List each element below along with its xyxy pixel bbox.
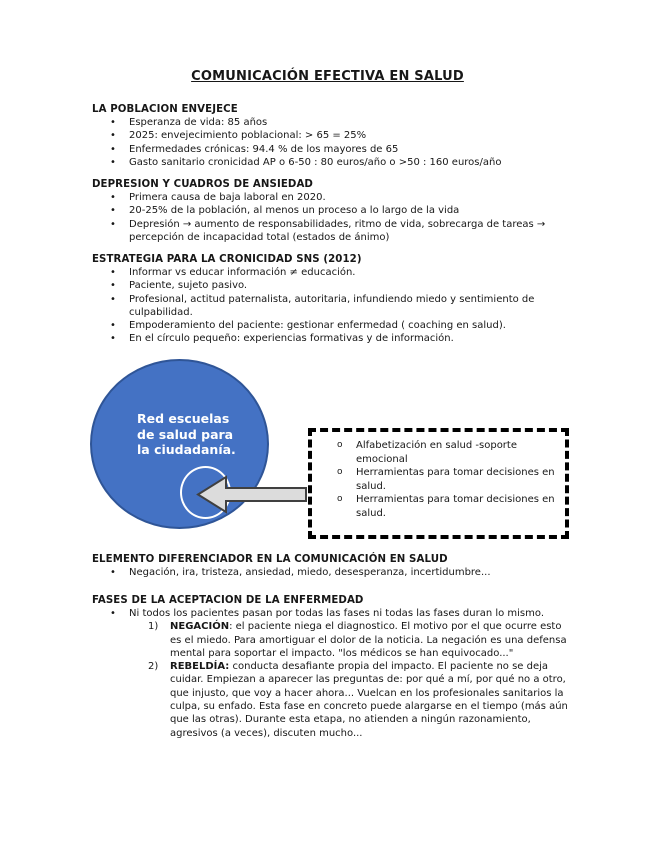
bullet-list bbox=[92, 191, 570, 244]
item-term: REBELDÍA: bbox=[170, 661, 230, 673]
section-depresion-ansiedad bbox=[92, 178, 570, 244]
section-heading: ELEMENTO DIFERENCIADOR EN LA COMUNICACIÓN EN SALUD bbox=[92, 554, 448, 565]
callout-box bbox=[308, 428, 569, 539]
bullet-item: • Depresión → aumento de responsabilidades, ritmo de vida, sobrecarga de tareas → percepción de incapacidad total (estados de ánimo) bbox=[92, 218, 570, 245]
circle-label-line: de salud para bbox=[137, 426, 234, 442]
bullet-item: • Profesional, actitud paternalista, autoritaria, infundiendo miedo y sentimiento de culpabilidad. bbox=[92, 293, 570, 320]
bullet-item: • Empoderamiento del paciente: gestionar enfermedad ( coaching en salud). bbox=[92, 319, 570, 332]
numbered-item-rebeldia bbox=[92, 660, 570, 740]
section-heading: DEPRESION Y CUADROS DE ANSIEDAD bbox=[92, 179, 313, 190]
numbered-list bbox=[92, 620, 570, 740]
item-text: conducta desafiante propia del impacto. El paciente no se deja cuidar. Empiezan a aparecer las preguntas de: por qué a mí, por qué no a otro, que injusto, que voy a hacer ahora... Vuelcan en los profesionales sanitarios la culpa, su enfado. Esta fase en concreto puede alargarse en el tiempo (más aún que las otras). Durante esta etapa, no atienden a ningún razonamiento, agresivos (a veces), discuten mucho... bbox=[170, 661, 568, 739]
bullet-item: • En el círculo pequeño: experiencias formativas y de información. bbox=[92, 332, 570, 345]
section-heading: FASES DE LA ACEPTACION DE LA ENFERMEDAD bbox=[92, 595, 364, 606]
bullet-item: • 20-25% de la población, al menos un proceso a lo largo de la vida bbox=[92, 204, 570, 217]
callout-item: o Herramientas para tomar decisiones en salud. bbox=[356, 466, 555, 493]
network-circle-label bbox=[137, 411, 257, 458]
circle-label-line: la ciudadanía. bbox=[137, 442, 236, 457]
item-number: 1) bbox=[148, 621, 159, 633]
bullet-item: • Informar vs educar información ≠ educación. bbox=[92, 266, 570, 279]
section-elemento-diferenciador bbox=[92, 553, 570, 579]
numbered-item-negacion bbox=[92, 620, 570, 660]
item-number: 2) bbox=[148, 661, 159, 673]
bullet-item: • Enfermedades crónicas: 94.4 % de los mayores de 65 bbox=[92, 143, 570, 156]
item-term: NEGACIÓN bbox=[170, 621, 230, 633]
bullet-list bbox=[92, 116, 570, 169]
callout-item: o Alfabetización en salud -soporte emocional bbox=[356, 439, 555, 466]
section-heading: ESTRATEGIA PARA LA CRONICIDAD SNS (2012) bbox=[92, 254, 362, 265]
section-estrategia-cronicidad bbox=[92, 253, 570, 346]
bullet-item: • Negación, ira, tristeza, ansiedad, miedo, desesperanza, incertidumbre... bbox=[92, 566, 570, 579]
bullet-item: • 2025: envejecimiento poblacional: > 65 = 25% bbox=[92, 129, 570, 142]
item-text: : el paciente niega el diagnostico. El motivo por el que ocurre esto es el miedo. Para amortiguar el dolor de la noticia. La negación es una defensa mental para soportar el impacto. "los médicos se han equivocado..." bbox=[170, 621, 567, 659]
bullet-item: • Primera causa de baja laboral en 2020. bbox=[92, 191, 570, 204]
circle-label-line: Red escuelas bbox=[137, 411, 230, 426]
bullet-list bbox=[92, 266, 570, 346]
left-arrow-icon bbox=[196, 474, 308, 515]
bullet-item: • Paciente, sujeto pasivo. bbox=[92, 279, 570, 292]
section-poblacion-envejece bbox=[92, 103, 570, 169]
bullet-item: • Esperanza de vida: 85 años bbox=[92, 116, 570, 129]
section-fases-aceptacion bbox=[92, 594, 570, 740]
bullet-item: • Gasto sanitario cronicidad AP o 6-50 : 80 euros/año o >50 : 160 euros/año bbox=[92, 156, 570, 169]
callout-list bbox=[312, 439, 565, 520]
section-heading: LA POBLACION ENVEJECE bbox=[92, 104, 238, 115]
document-title: COMUNICACIÓN EFECTIVA EN SALUD bbox=[191, 69, 464, 84]
bullet-item: • Ni todos los pacientes pasan por todas las fases ni todas las fases duran lo mismo. bbox=[92, 607, 570, 620]
callout-item: o Herramientas para tomar decisiones en salud. bbox=[356, 493, 555, 520]
bullet-list bbox=[92, 566, 570, 579]
bullet-list bbox=[92, 607, 570, 620]
